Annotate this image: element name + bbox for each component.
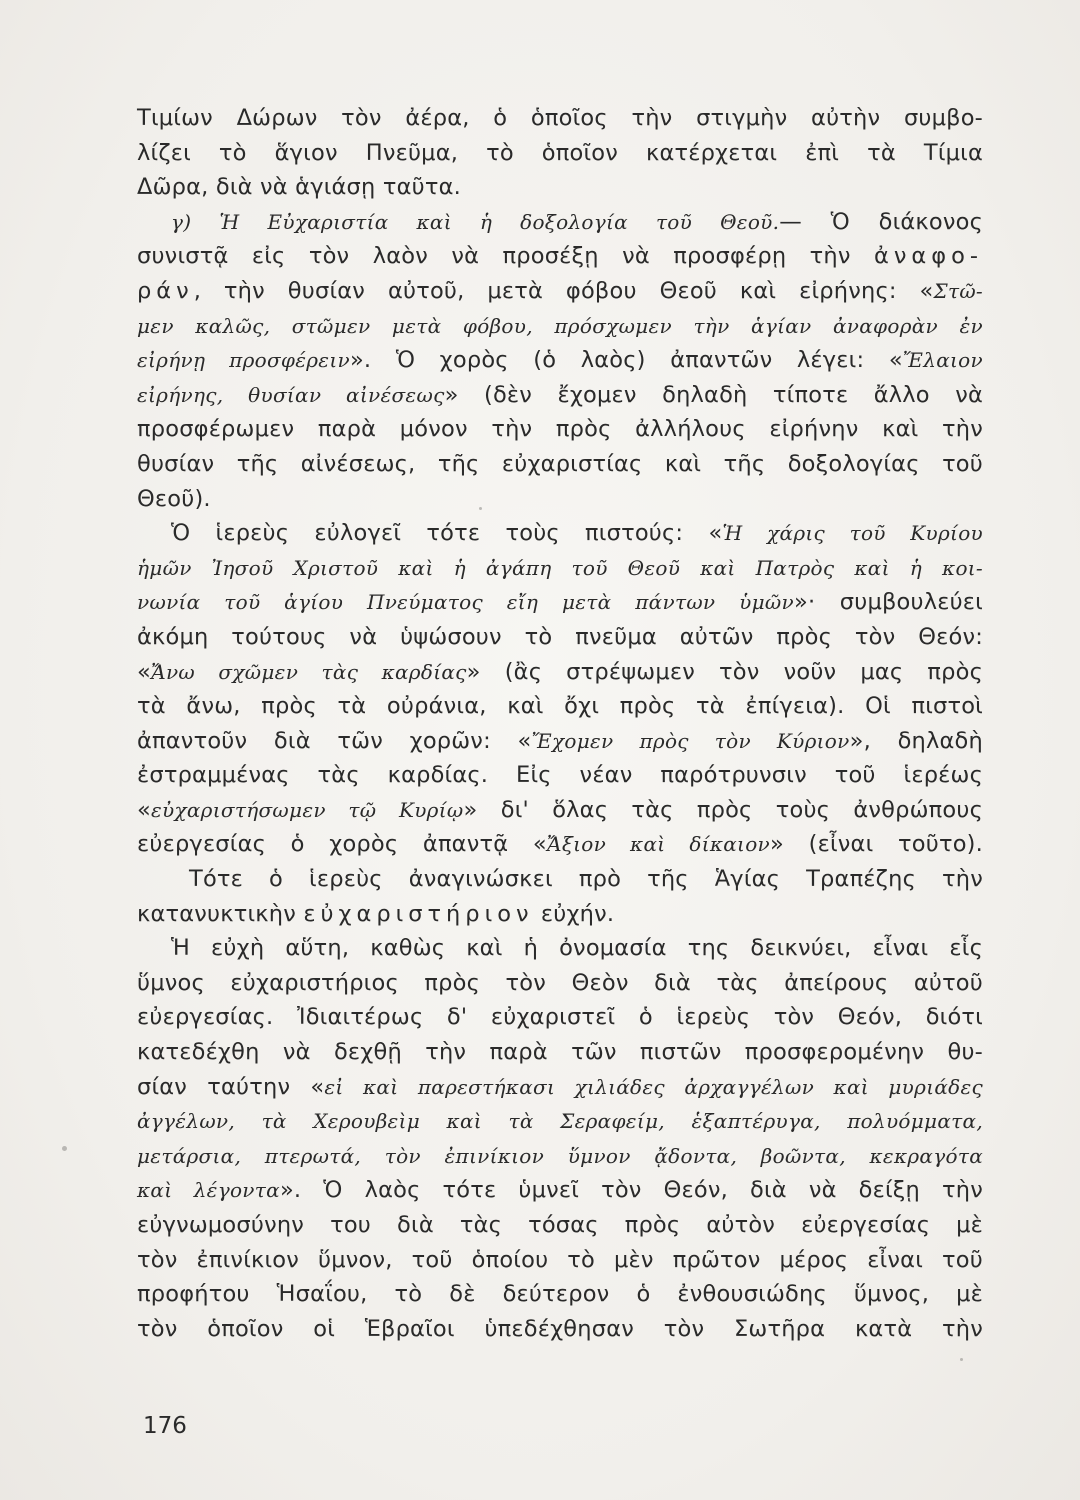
text-line xyxy=(137,1139,983,1174)
quotation: Ἔχομεν πρὸς τὸν Κύριον xyxy=(531,728,850,753)
quotation: μετάρσια, πτερωτά, τὸν ἐπινίκιον ὕμνον ᾄδοντα, βοῶντα, κεκραγότα xyxy=(137,1143,983,1168)
text-line: Θεοῦ). xyxy=(137,485,211,512)
text-line: εἰρήνῃ προσφέρειν». Ὁ χορὸς (ὁ λαὸς) ἀπαντῶν λέγει: «Ἔλαιον xyxy=(137,347,983,374)
text-line: ὕμνος εὐχαριστήριος πρὸς τὸν Θεὸν διὰ τὰς ἀπείρους αὐτοῦ xyxy=(137,969,983,996)
quotation: ἡμῶν Ἰησοῦ Χριστοῦ καὶ ἡ ἀγάπη τοῦ Θεοῦ καὶ Πατρὸς καὶ ἡ κοι- xyxy=(137,555,983,580)
text-line: ἀκόμη τούτους νὰ ὑψώσουν τὸ πνεῦμα αὐτῶν πρὸς τὸν Θεόν: xyxy=(137,623,983,650)
text-line: εὐεργεσίας. Ἰδιαιτέρως δ' εὐχαριστεῖ ὁ ἱερεὺς τὸν Θεόν, διότι xyxy=(137,1004,983,1031)
text-line: εἰρήνης, θυσίαν αἰνέσεως» (δὲν ἔχομεν δηλαδὴ τίποτε ἄλλο νὰ xyxy=(137,381,984,408)
paper-speck xyxy=(960,1358,963,1361)
page-body-text xyxy=(137,101,983,1346)
text-line xyxy=(137,1104,983,1139)
quotation: Ἄξιον καὶ δίκαιον xyxy=(546,832,771,857)
text-line: «εὐχαριστήσωμεν τῷ Κυρίῳ» δι' ὅλας τὰς πρὸς τοὺς ἀνθρώπους xyxy=(137,796,983,823)
text-line: λίζει τὸ ἅγιον Πνεῦμα, τὸ ὁποῖον κατέρχεται ἐπὶ τὰ Τίμια xyxy=(137,139,983,166)
text-line: εὐγνωμοσύνην του διὰ τὰς τόσας πρὸς αὐτὸν εὐεργεσίας μὲ xyxy=(137,1212,983,1238)
quotation: εἰρήνῃ προσφέρειν xyxy=(137,348,350,373)
text-line: καὶ λέγοντα». Ὁ λαὸς τότε ὑμνεῖ τὸν Θεόν, διὰ νὰ δείξῃ τὴν xyxy=(137,1177,983,1204)
spaced-word: ράν xyxy=(137,277,194,304)
text-line: ἀπαντοῦν διὰ τῶν χορῶν: «Ἔχομεν πρὸς τὸν Κύριον», δηλαδὴ xyxy=(137,727,983,754)
text-line: τὸν ἐπινίκιον ὕμνον, τοῦ ὁποίου τὸ μὲν πρῶτον μέρος εἶναι τοῦ xyxy=(137,1246,983,1273)
text-line: Τότε ὁ ἱερεὺς ἀναγινώσκει πρὸ τῆς Ἁγίας Τραπέζης τὴν xyxy=(189,866,983,893)
text-line: κατεδέχθη νὰ δεχθῇ τὴν παρὰ τῶν πιστῶν προσφερομένην θυ- xyxy=(137,1039,983,1066)
quotation: εὐχαριστήσωμεν τῷ Κυρίῳ xyxy=(150,797,464,822)
quotation: μεν καλῶς, στῶμεν μετὰ φόβου, πρόσχωμεν τὴν ἁγίαν ἀναφορὰν ἐν xyxy=(137,313,983,338)
quotation: Ἄνω σχῶμεν τὰς καρδίας xyxy=(150,659,467,684)
text-line: ἐστραμμένας τὰς καρδίας. Εἰς νέαν παρότρυνσιν τοῦ ἱερέως xyxy=(137,762,983,789)
text-line xyxy=(137,551,983,586)
text-line: προσφέρωμεν παρὰ μόνον τὴν πρὸς ἀλλήλους εἰρήνην καὶ τὴν xyxy=(137,416,983,443)
section-heading: γ) Ἡ Εὐχαριστία καὶ ἡ δοξολογία τοῦ Θεοῦ. xyxy=(171,209,780,234)
text-line: θυσίαν τῆς αἰνέσεως, τῆς εὐχαριστίας καὶ τῆς δοξολογίας τοῦ xyxy=(137,450,983,477)
text-line: Ἡ εὐχὴ αὕτη, καθὼς καὶ ἡ ὀνομασία της δεικνύει, εἶναι εἷς xyxy=(171,935,983,962)
text-line: σίαν ταύτην «εἰ καὶ παρεστήκασι χιλιάδες ἀρχαγγέλων καὶ μυριάδες xyxy=(137,1073,984,1100)
paper-speck xyxy=(62,1146,67,1151)
section-heading-line: γ) Ἡ Εὐχαριστία καὶ ἡ δοξολογία τοῦ Θεοῦ.— Ὁ διάκονος xyxy=(171,208,983,235)
text-line: εὐεργεσίας ὁ χορὸς ἀπαντᾷ «Ἄξιον καὶ δίκαιον» (εἶναι τοῦτο). xyxy=(137,831,983,858)
text-line: κατανυκτικὴν εὐχαριστήριον εὐχήν. xyxy=(137,900,615,927)
quotation: εἰ καὶ παρεστήκασι χιλιάδες ἀρχαγγέλων καὶ μυριάδες xyxy=(324,1074,984,1099)
text-line: νωνία τοῦ ἁγίου Πνεύματος εἴη μετὰ πάντων ὑμῶν»· συμβουλεύει xyxy=(137,589,983,616)
text-line xyxy=(137,309,983,344)
text-line: Ὁ ἱερεὺς εὐλογεῖ τότε τοὺς πιστούς: «Ἡ χάρις τοῦ Κυρίου xyxy=(171,520,983,547)
quotation: εἰρήνης, θυσίαν αἰνέσεως xyxy=(137,382,445,407)
text-line: Δῶρα, διὰ νὰ ἁγιάσῃ ταῦτα. xyxy=(137,174,461,201)
text-line: τὸν ὁποῖον οἱ Ἑβραῖοι ὑπεδέχθησαν τὸν Σωτῆρα κατὰ τὴν xyxy=(137,1315,983,1342)
text-line: τὰ ἄνω, πρὸς τὰ οὐράνια, καὶ ὄχι πρὸς τὰ ἐπίγεια). Οἱ πιστοὶ xyxy=(137,693,983,720)
quotation: Ἡ χάρις τοῦ Κυρίου xyxy=(722,521,983,546)
text-line: «Ἄνω σχῶμεν τὰς καρδίας» (ἂς στρέψωμεν τὸν νοῦν μας πρὸς xyxy=(137,658,983,685)
paper-speck xyxy=(479,507,482,510)
quotation: ἀγγέλων, τὰ Χερουβεὶμ καὶ τὰ Σεραφείμ, ἑξαπτέρυγα, πολυόμματα, xyxy=(137,1109,983,1134)
spaced-word: ἀναφο- xyxy=(874,243,983,270)
spaced-word: εὐχαριστήριον xyxy=(303,900,534,927)
quotation: νωνία τοῦ ἁγίου Πνεύματος εἴη μετὰ πάντων ὑμῶν xyxy=(137,590,794,615)
page-number: 176 xyxy=(143,1413,187,1439)
text-line: ράν, τὴν θυσίαν αὐτοῦ, μετὰ φόβου Θεοῦ καὶ εἰρήνης: «Στῶ- xyxy=(137,277,983,304)
text-line: Τιμίων Δώρων τὸν ἀέρα, ὁ ὁποῖος τὴν στιγμὴν αὐτὴν συμβο- xyxy=(137,105,983,131)
quotation: καὶ λέγοντα xyxy=(137,1178,280,1203)
text-line: προφήτου Ἡσαΐου, τὸ δὲ δεύτερον ὁ ἐνθουσιώδης ὕμνος, μὲ xyxy=(137,1281,983,1308)
text-line: συνιστᾷ εἰς τὸν λαὸν νὰ προσέξῃ νὰ προσφέρῃ τὴν ἀναφο- xyxy=(137,243,983,270)
